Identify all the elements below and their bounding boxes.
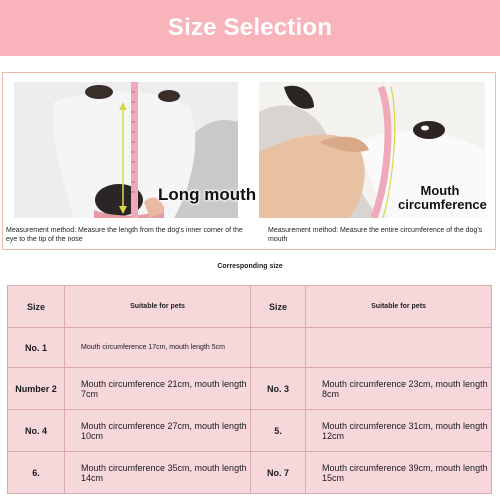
page-title: Size Selection [167,14,333,41]
table-row [8,410,492,452]
size-table-title: Corresponding size [217,263,283,270]
size-cell: No. 7 [251,452,306,494]
desc-cell: Mouth circumference 21cm, mouth length 7cm [65,368,251,410]
size-cell: 6. [8,452,65,494]
header-size-2: Size [251,286,306,328]
size-cell: 5. [251,410,306,452]
desc-cell: Mouth circumference 39cm, mouth length 15cm [306,452,492,494]
size-cell: No. 4 [8,410,65,452]
desc-cell: Mouth circumference 27cm, mouth length 10cm [65,410,251,452]
desc-cell: Mouth circumference 23cm, mouth length 8cm [306,368,492,410]
header-size: Size [8,286,65,328]
table-row [8,452,492,494]
mouth-circumference-label-line1: Mouth [420,183,460,198]
size-cell: Number 2 [8,368,65,410]
table-header-row [8,286,492,328]
table-row [8,368,492,410]
long-mouth-label: Long mouth [158,185,257,204]
size-cell: No. 1 [8,328,65,368]
size-cell: No. 3 [251,368,306,410]
size-table [7,285,492,494]
mouth-circumference-label [398,183,487,212]
header-suitable: Suitable for pets [65,286,251,328]
measurement-method-length: Measurement method: Measure the length from the dog's inner corner of the eye to the tip of the nose [6,227,243,243]
size-cell [251,328,306,368]
header-suitable-2: Suitable for pets [306,286,492,328]
desc-cell: Mouth circumference 31cm, mouth length 12cm [306,410,492,452]
mouth-circumference-label-line2: circumference [398,196,487,212]
title-banner [0,0,500,56]
desc-cell [306,328,492,368]
desc-cell: Mouth circumference 17cm, mouth length 5cm [65,328,251,368]
measurement-method-circumference: Measurement method: Measure the entire circumference of the dog's mouth [268,227,483,243]
table-row [8,328,492,368]
desc-cell: Mouth circumference 35cm, mouth length 14cm [65,452,251,494]
